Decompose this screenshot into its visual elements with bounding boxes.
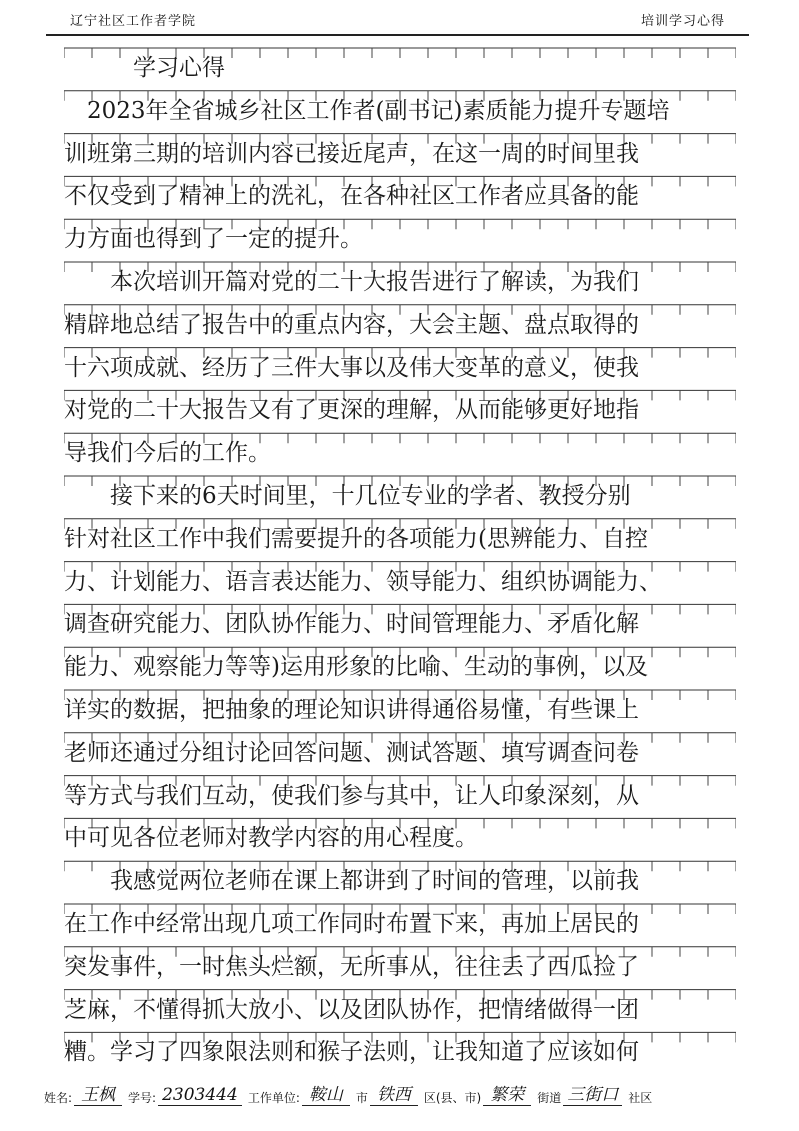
essay-line: 对党的二十大报告又有了更深的理解，从而能够更好地指 xyxy=(64,397,639,424)
header-doc-type: 培训学习心得 xyxy=(640,14,725,29)
id-value: 2303444 xyxy=(158,1085,242,1106)
id-label: 学号: xyxy=(128,1091,157,1105)
community-suffix: 社区 xyxy=(628,1091,653,1105)
essay-line: 在工作中经常出现几项工作同时布置下来，再加上居民的 xyxy=(64,911,639,937)
essay-line: 能力、观察能力等等)运用形象的比喻、生动的事例，以及 xyxy=(64,654,648,681)
essay-line: 学习心得 xyxy=(64,55,225,81)
district-value: 铁西 xyxy=(370,1085,418,1106)
essay-line: 不仅受到了精神上的洗礼，在各种社区工作者应具备的能 xyxy=(64,183,639,210)
essay-line: 等方式与我们互动，使我们参与其中，让人印象深刻，从 xyxy=(64,782,639,809)
city-value: 鞍山 xyxy=(302,1085,350,1106)
essay-grid xyxy=(64,44,736,1072)
essay-line: 详实的数据，把抽象的理论知识讲得通俗易懂，有些课上 xyxy=(64,697,639,723)
essay-line: 突发事件，一时焦头烂额，无所事从，往往丢了西瓜捡了 xyxy=(64,953,639,980)
name-value: 王枫 xyxy=(74,1085,122,1106)
essay-line: 老师还通过分组讨论回答问题、测试答题、填写调查问卷 xyxy=(64,739,639,766)
essay-line: 精辟地总结了报告中的重点内容，大会主题、盘点取得的 xyxy=(64,311,639,338)
essay-line: 我感觉两位老师在课上都讲到了时间的管理，以前我 xyxy=(64,868,639,895)
essay-line: 糟。学习了四象限法则和猴子法则，让我知道了应该如何 xyxy=(64,1039,639,1066)
footer-info xyxy=(44,1076,764,1106)
city-suffix: 市 xyxy=(355,1091,368,1105)
street-value: 繁荣 xyxy=(483,1085,531,1106)
essay-line: 十六项成就、经历了三件大事以及伟大变革的意义，使我 xyxy=(64,354,639,381)
essay-line: 本次培训开篇对党的二十大报告进行了解读，为我们 xyxy=(64,269,639,295)
essay-line: 训班第三期的培训内容已接近尾声，在这一周的时间里我 xyxy=(64,140,639,167)
header-school-name: 辽宁社区工作者学院 xyxy=(70,14,197,29)
district-suffix: 区(县、市) xyxy=(423,1091,482,1105)
name-label: 姓名: xyxy=(44,1091,73,1105)
essay-line: 接下来的6天时间里，十几位专业的学者、教授分别 xyxy=(64,483,631,509)
community-value: 三街口 xyxy=(563,1085,622,1106)
essay-line: 力方面也得到了一定的提升。 xyxy=(64,226,363,253)
essay-line: 导我们今后的工作。 xyxy=(64,440,271,467)
essay-line: 中可见各位老师对教学内容的用心程度。 xyxy=(64,825,478,852)
essay-line: 调查研究能力、团队协作能力、时间管理能力、矛盾化解 xyxy=(64,611,639,638)
essay-line: 力、计划能力、语言表达能力、领导能力、组织协调能力、 xyxy=(64,568,662,595)
essay-line: 针对社区工作中我们需要提升的各项能力(思辨能力、自控 xyxy=(64,525,648,552)
work-label: 工作单位: xyxy=(247,1091,300,1105)
header-rule xyxy=(46,34,749,36)
street-suffix: 街道 xyxy=(537,1091,562,1105)
essay-line: 2023年全省城乡社区工作者(副书记)素质能力提升专题培 xyxy=(64,97,670,124)
essay-line: 芝麻，不懂得抓大放小、以及团队协作，把情绪做得一团 xyxy=(64,996,639,1023)
